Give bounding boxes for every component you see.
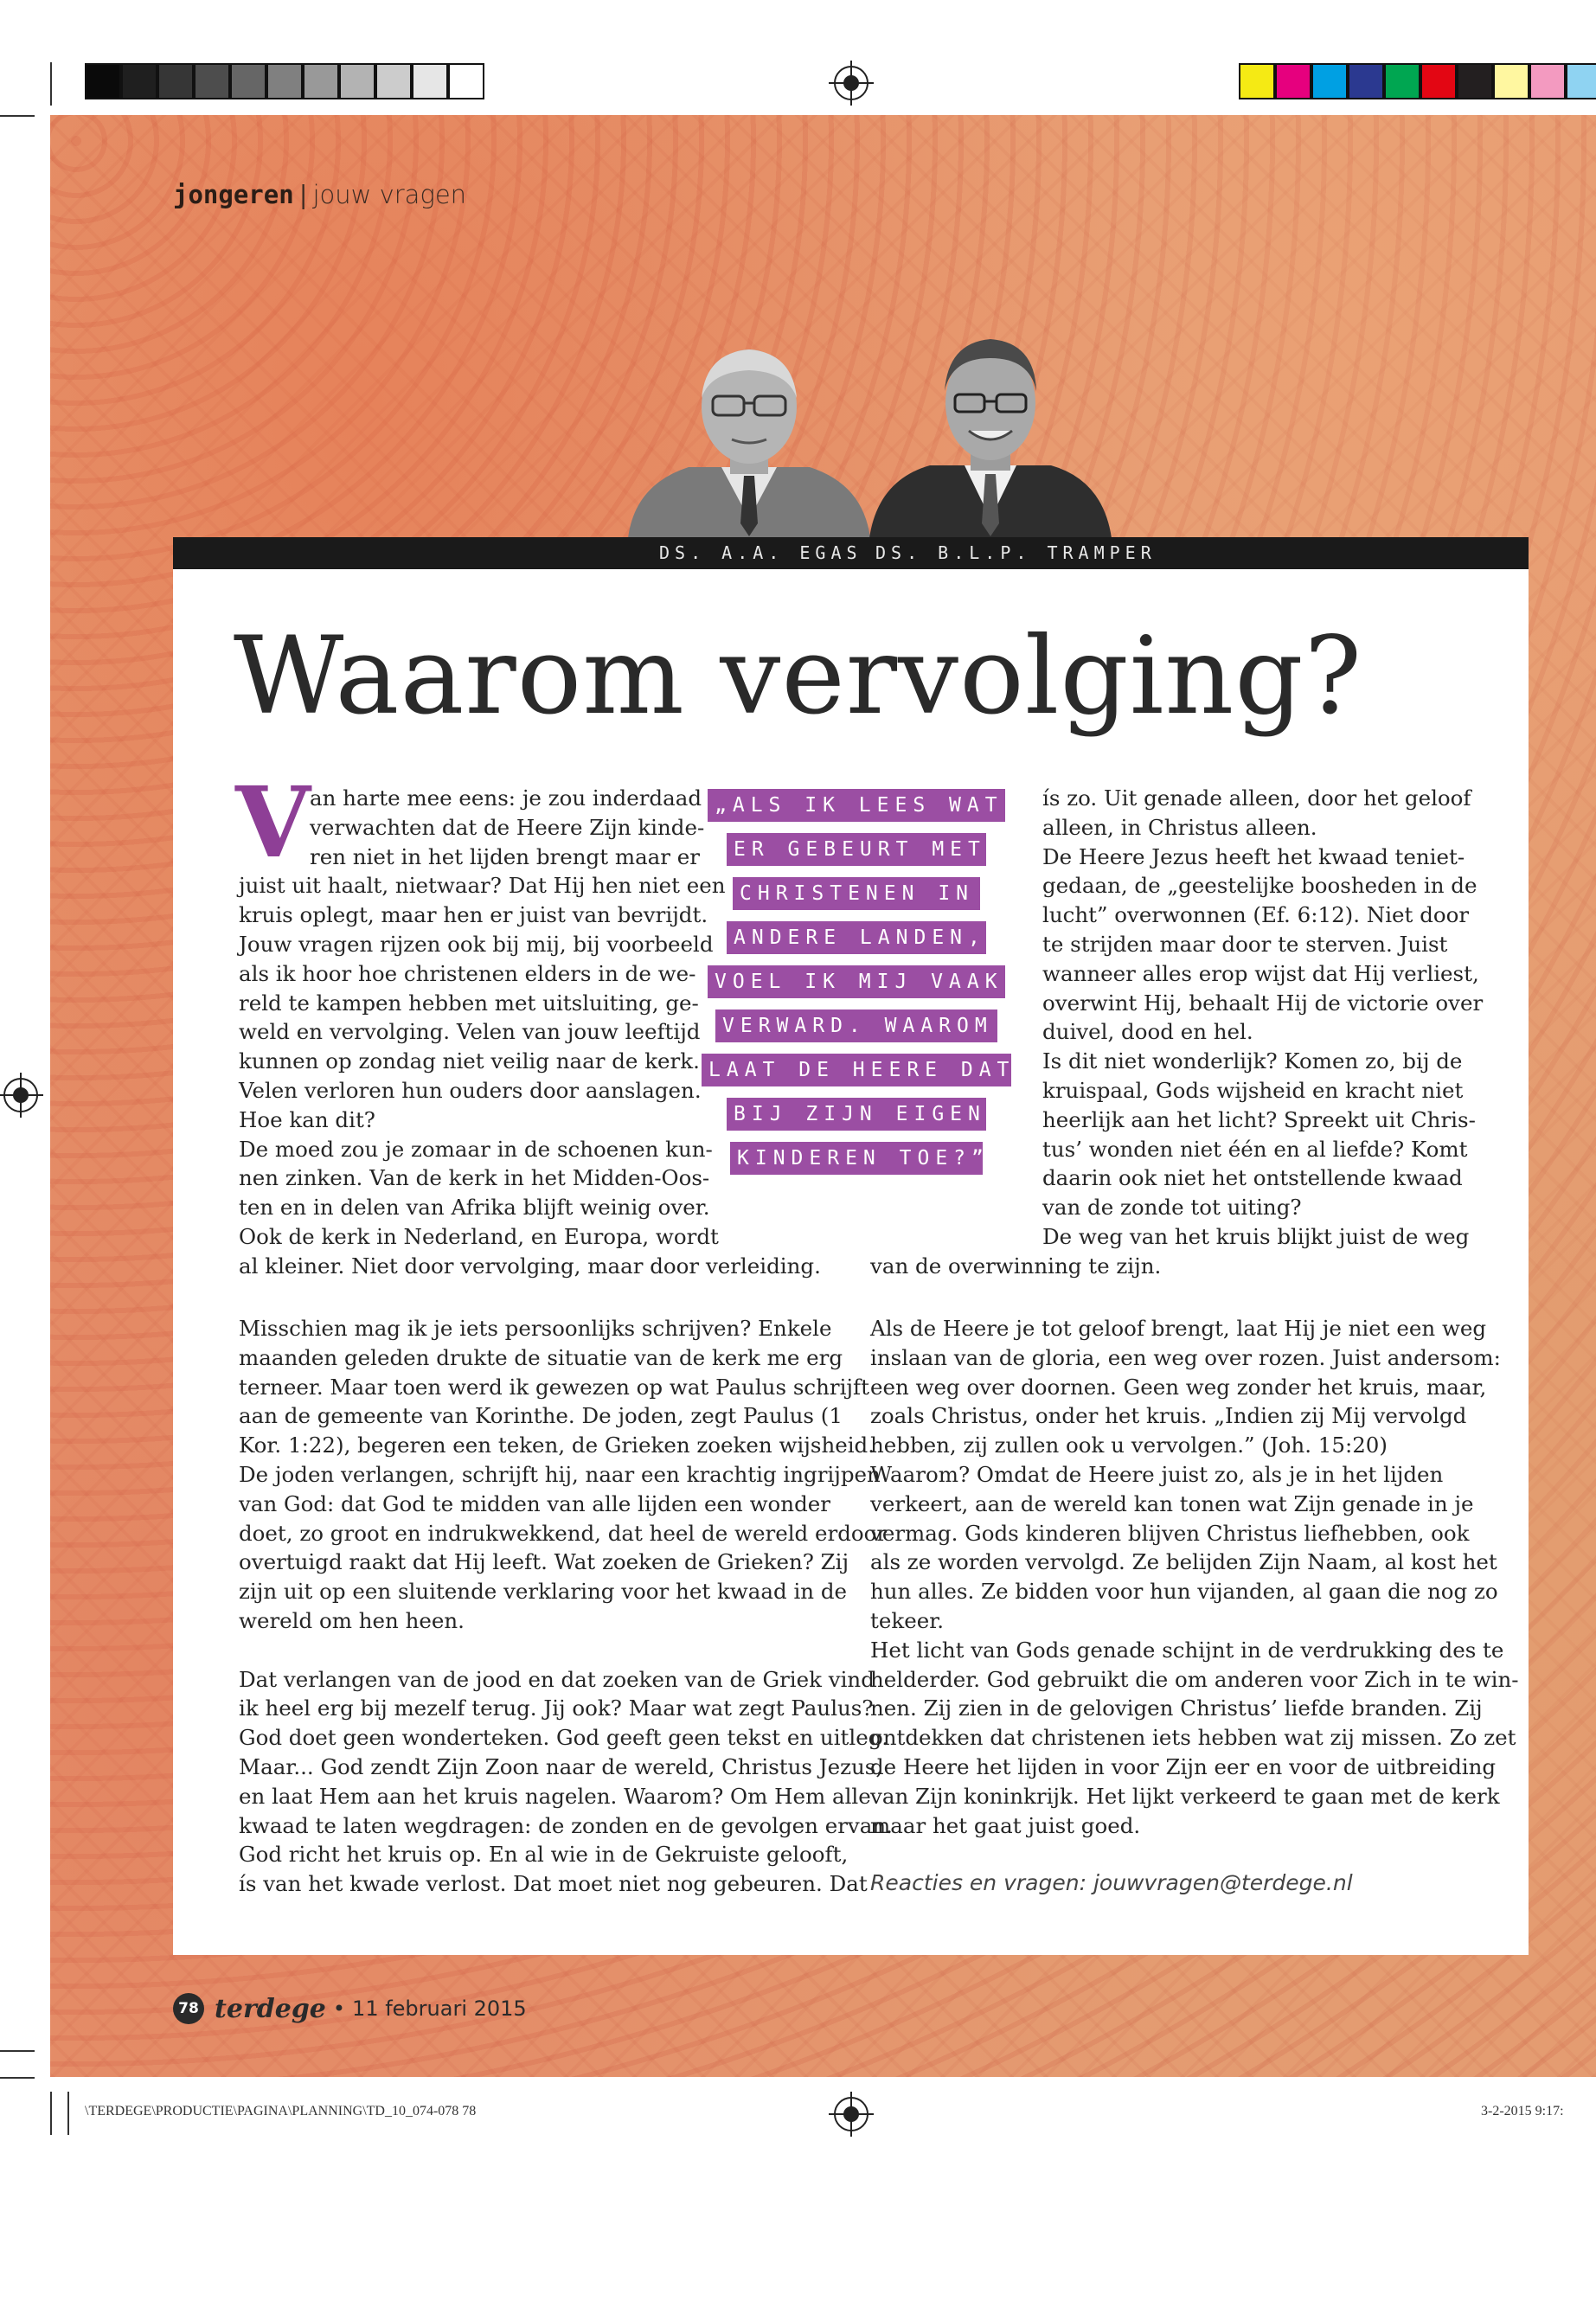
- text-line: van de zonde tot uiting?: [1042, 1195, 1302, 1221]
- text-line: daarin ook niet het ontstellende kwaad: [1042, 1165, 1463, 1191]
- text-line: [239, 1636, 893, 1665]
- section-separator: |: [298, 180, 308, 209]
- crop-mark: [67, 2092, 69, 2135]
- text-line: Waarom? Omdat de Heere juist zo, als je in het lijden: [870, 1461, 1444, 1487]
- text-line: Hoe kan dit?: [239, 1106, 375, 1132]
- section-header: [173, 180, 466, 209]
- process-swatch: [1348, 63, 1384, 99]
- text-line: lucht” overwonnen (Ef. 6:12). Niet door: [1042, 902, 1470, 928]
- grey-swatch: [157, 63, 194, 99]
- section-subtitle: jouw vragen: [312, 180, 467, 209]
- body-column-left: [239, 1314, 893, 1899]
- pull-quote-line: VERWARD. WAAROM: [715, 1009, 997, 1042]
- text-line: an harte mee eens: je zou inderdaad: [310, 785, 702, 811]
- crop-mark: [50, 2092, 52, 2135]
- pull-quote-line: LAAT DE HEERE DAT: [702, 1054, 1011, 1086]
- text-line: ren niet in het lijden brengt maar er: [310, 843, 701, 869]
- text-line: reld te kampen hebben met uitsluiting, ge-: [239, 990, 699, 1016]
- text-line: God doet geen wonderteken. God geeft geen tekst en uitleg.: [239, 1725, 889, 1751]
- text-line: maar het gaat juist goed.: [870, 1812, 1141, 1838]
- text-line: al kleiner. Niet door vervolging, maar door verleiding.: [239, 1253, 821, 1279]
- crop-mark: [0, 115, 35, 117]
- text-line: hun alles. Ze bidden voor hun vijanden, al gaan die nog zo: [870, 1579, 1498, 1605]
- text-line: overwint Hij, behaalt Hij de victorie over: [1042, 990, 1484, 1016]
- grey-swatch: [303, 63, 339, 99]
- process-swatch: [1420, 63, 1457, 99]
- text-line: nen. Zij zien in de gelovigen Christus’ liefde branden. Zij: [870, 1695, 1483, 1721]
- text-line: juist uit haalt, nietwaar? Dat Hij hen niet een: [239, 873, 726, 899]
- crop-mark: [0, 2050, 35, 2052]
- text-line: kruis oplegt, maar hen er juist van bevrijdt.: [239, 902, 708, 928]
- grey-swatch: [121, 63, 157, 99]
- text-line: verwachten dat de Heere Zijn kinde-: [310, 814, 705, 840]
- text-line: Ook de kerk in Nederland, en Europa, wordt: [239, 1223, 719, 1249]
- text-line: Kor. 1:22), begeren een teken, de Grieken zoeken wijsheid.: [239, 1433, 875, 1458]
- page-footer: [173, 1993, 527, 2024]
- text-line: Is dit niet wonderlijk? Komen zo, bij de: [1042, 1048, 1463, 1074]
- issue-date: 11 februari 2015: [352, 1997, 527, 2021]
- text-line: Jouw vragen rijzen ook bij mij, bij voorbeeld: [239, 931, 714, 957]
- process-swatch: [1529, 63, 1566, 99]
- process-swatch: [1239, 63, 1275, 99]
- text-line: wanneer alles erop wijst dat Hij verliest,: [1042, 960, 1479, 986]
- text-line: nen zinken. Van de kerk in het Midden-Oos-: [239, 1165, 710, 1191]
- intro-column-right-tail: [870, 1252, 1161, 1281]
- process-swatch: [1384, 63, 1420, 99]
- text-line: duivel, dood en hel.: [1042, 1019, 1253, 1045]
- text-line: inslaan van de gloria, een weg over rozen. Juist andersom:: [870, 1344, 1501, 1370]
- grey-swatch: [448, 63, 484, 99]
- text-line: ten en in delen van Afrika blijft weinig over.: [239, 1195, 710, 1221]
- author-name: DS. A.A. EGAS: [659, 542, 862, 563]
- text-line: te strijden maar door te sterven. Juist: [1042, 931, 1448, 957]
- article-title: Waarom vervolging?: [233, 614, 1363, 739]
- text-line: Velen verloren hun ouders door aanslagen.: [239, 1077, 702, 1103]
- text-line: ik heel erg bij mezelf terug. Jij ook? Maar wat zegt Paulus?: [239, 1695, 874, 1721]
- process-swatch: [1457, 63, 1493, 99]
- text-line: God richt het kruis op. En al wie in de Gekruiste gelooft,: [239, 1842, 849, 1868]
- pull-quote-line: „ALS IK LEES WAT: [708, 789, 1005, 822]
- grey-swatch: [412, 63, 448, 99]
- text-line: hebben, zij zullen ook u vervolgen.” (Joh. 15:20): [870, 1433, 1388, 1458]
- text-line: Het licht van Gods genade schijnt in de verdrukking des te: [870, 1637, 1504, 1663]
- process-colorbar: [1239, 63, 1596, 99]
- registration-mark-top: [834, 66, 869, 100]
- crop-mark: [50, 62, 52, 106]
- page-number: 78: [173, 1993, 204, 2024]
- text-line: tekeer.: [870, 1607, 944, 1633]
- grey-colorbar: [85, 63, 484, 99]
- text-line: zoals Christus, onder het kruis. „Indien zij Mij vervolgd: [870, 1403, 1467, 1429]
- grey-swatch: [266, 63, 303, 99]
- magazine-logo: terdege: [215, 1993, 326, 2024]
- text-line: weld en vervolging. Velen van jouw leeftijd: [239, 1019, 701, 1045]
- registration-mark-bottom: [834, 2097, 869, 2131]
- grey-swatch: [230, 63, 266, 99]
- text-line: tus’ wonden niet één en al liefde? Komt: [1042, 1136, 1468, 1162]
- process-swatch: [1493, 63, 1529, 99]
- grey-swatch: [339, 63, 375, 99]
- text-line: overtuigd raakt dat Hij leeft. Wat zoeken de Grieken? Zij: [239, 1549, 849, 1575]
- print-slug-timestamp: 3-2-2015 9:17:: [1481, 2104, 1564, 2118]
- text-line: van God: dat God te midden van alle lijden een wonder: [239, 1490, 830, 1516]
- text-line: doet, zo groot en indrukwekkend, dat heel de wereld erdoor: [239, 1520, 888, 1546]
- text-line: wereld om hen heen.: [239, 1607, 465, 1633]
- text-line: kunnen op zondag niet veilig naar de kerk.: [239, 1048, 700, 1074]
- text-line: De joden verlangen, schrijft hij, naar een krachtig ingrijpen: [239, 1461, 881, 1487]
- text-line: De weg van het kruis blijkt juist de weg: [1042, 1223, 1470, 1249]
- registration-mark-left: [3, 1078, 38, 1112]
- text-line: Dat verlangen van de jood en dat zoeken van de Griek vind: [239, 1666, 875, 1692]
- body-column-right: [870, 1314, 1519, 1840]
- crop-mark: [0, 2077, 35, 2079]
- text-line: heerlijk aan het licht? Spreekt uit Chris-: [1042, 1106, 1476, 1132]
- process-swatch: [1275, 63, 1311, 99]
- text-line: Misschien mag ik je iets persoonlijks schrijven? Enkele: [239, 1316, 832, 1341]
- portrait-tramper: [865, 329, 1116, 538]
- text-line: Als de Heere je tot geloof brengt, laat Hij je niet een weg: [870, 1316, 1487, 1341]
- pull-quote-line: ER GEBEURT MET: [727, 833, 986, 866]
- print-slug-path: \TERDEGE\PRODUCTIE\PAGINA\PLANNING\TD_10_074-078 78: [85, 2104, 477, 2118]
- grey-swatch: [375, 63, 412, 99]
- text-line: ís zo. Uit genade alleen, door het geloof: [1042, 785, 1471, 811]
- section-name: jongeren: [173, 180, 294, 209]
- text-line: alleen, in Christus alleen.: [1042, 814, 1317, 840]
- author-name: DS. B.L.P. TRAMPER: [875, 542, 1157, 563]
- text-line: van de overwinning te zijn.: [870, 1253, 1162, 1279]
- text-line: en laat Hem aan het kruis nagelen. Waarom? Om Hem alle: [239, 1783, 871, 1809]
- process-swatch: [1566, 63, 1596, 99]
- reacties-line: Reacties en vragen: jouwvragen@terdege.nl: [870, 1870, 1353, 1895]
- text-line: een weg over doornen. Geen weg zonder het kruis, maar,: [870, 1374, 1487, 1400]
- text-line: vermag. Gods kinderen blijven Christus liefhebben, ook: [870, 1520, 1470, 1546]
- text-line: kwaad te laten wegdragen: de zonden en de gevolgen ervan.: [239, 1812, 893, 1838]
- dropcap: V: [235, 766, 311, 880]
- text-line: Maar... God zendt Zijn Zoon naar de wereld, Christus Jezus,: [239, 1753, 883, 1779]
- footer-bullet: •: [332, 1997, 346, 2021]
- author-bar: [173, 537, 1529, 569]
- pull-quote-line: BIJ ZIJN EIGEN: [727, 1098, 986, 1131]
- process-swatch: [1311, 63, 1348, 99]
- text-line: helderder. God gebruikt die om anderen voor Zich in te win-: [870, 1666, 1519, 1692]
- grey-swatch: [194, 63, 230, 99]
- text-line: kruispaal, Gods wijsheid en kracht niet: [1042, 1077, 1464, 1103]
- text-line: aan de gemeente van Korinthe. De joden, zegt Paulus (1: [239, 1403, 843, 1429]
- text-line: maanden geleden drukte de situatie van de kerk me erg: [239, 1344, 843, 1370]
- pull-quote-line: ANDERE LANDEN,: [727, 921, 986, 954]
- text-line: zijn uit op een sluitende verklaring voor het kwaad in de: [239, 1579, 848, 1605]
- text-line: terneer. Maar toen werd ik gewezen op wat Paulus schrijft: [239, 1374, 869, 1400]
- text-line: gedaan, de „geestelijke boosheden in de: [1042, 873, 1477, 899]
- text-line: als ze worden vervolgd. Ze belijden Zijn Naam, al kost het: [870, 1549, 1497, 1575]
- text-line: verkeert, aan de wereld kan tonen wat Zijn genade in je: [870, 1490, 1474, 1516]
- grey-swatch: [85, 63, 121, 99]
- pull-quote-line: CHRISTENEN IN: [733, 877, 980, 910]
- text-line: ís van het kwade verlost. Dat moet niet nog gebeuren. Dat: [239, 1871, 868, 1897]
- text-line: van Zijn koninkrijk. Het lijkt verkeerd te gaan met de kerk: [870, 1783, 1500, 1809]
- text-line: De moed zou je zomaar in de schoenen kun-: [239, 1136, 713, 1162]
- intro-column-right: [1042, 784, 1483, 1252]
- pull-quote-line: VOEL IK MIJ VAAK: [708, 965, 1005, 998]
- text-line: de Heere het lijden in voor Zijn eer en voor de uitbreiding: [870, 1753, 1497, 1779]
- pull-quote-line: KINDEREN TOE?”: [730, 1142, 983, 1175]
- text-line: als ik hoor hoe christenen elders in de we-: [239, 960, 696, 986]
- text-line: De Heere Jezus heeft het kwaad teniet-: [1042, 843, 1465, 869]
- portrait-egas: [619, 337, 879, 538]
- text-line: ontdekken dat christenen iets hebben wat zij missen. Zo zet: [870, 1725, 1516, 1751]
